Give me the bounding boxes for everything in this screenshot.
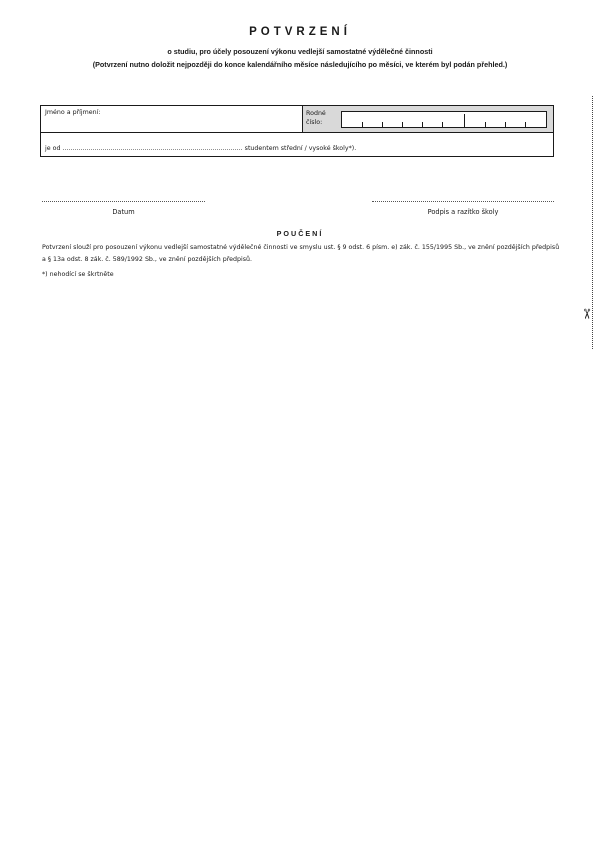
birth-number-cell bbox=[303, 106, 553, 132]
scissors-icon: ✂ bbox=[577, 308, 594, 320]
birth-number-label-line2: číslo: bbox=[306, 119, 323, 126]
document-subtitle: o studiu, pro účely posouzení výkonu vedlejší samostatné výdělečné činnosti bbox=[167, 47, 433, 56]
digit-divider bbox=[362, 122, 363, 127]
name-field[interactable] bbox=[41, 106, 303, 132]
study-prefix: je od bbox=[45, 145, 61, 152]
name-label: Jméno a příjmení: bbox=[45, 109, 101, 116]
signature-line[interactable] bbox=[372, 201, 554, 202]
form-row-identity bbox=[41, 106, 553, 133]
digit-divider bbox=[525, 122, 526, 127]
study-statement bbox=[45, 145, 356, 152]
study-suffix: studentem střední / vysoké školy*). bbox=[244, 145, 357, 152]
instructions-text: Potvrzení slouží pro posouzení výkonu vedlejší samostatné výdělečné činnosti ve smyslu ust. § 9 odst. 6 písm. e) zák. č. 155/1995 Sb., ve znění pozdějších předpisů a § 13a odst. 8 zák. č. 589/1992 Sb., ve znění pozdějších předpisů. bbox=[42, 244, 560, 263]
form-row-study bbox=[41, 133, 553, 156]
footnote: *) nehodící se škrtněte bbox=[42, 271, 114, 278]
document-title: POTVRZENÍ bbox=[249, 26, 351, 38]
study-date-field[interactable]: .......................................................................................... bbox=[62, 145, 243, 152]
date-label: Datum bbox=[112, 208, 135, 216]
signature-label: Podpis a razítko školy bbox=[427, 208, 499, 216]
document-deadline-note: (Potvrzení nutno doložit nejpozději do konce kalendářního měsíce následujícího po měsíci, ve kterém byl podán přehled.) bbox=[92, 60, 508, 69]
birth-number-separator bbox=[464, 114, 465, 127]
date-line[interactable] bbox=[42, 201, 205, 202]
digit-divider bbox=[402, 122, 403, 127]
instructions-heading: POUČENÍ bbox=[276, 229, 324, 238]
digit-divider bbox=[382, 122, 383, 127]
student-form bbox=[40, 105, 554, 157]
digit-divider bbox=[485, 122, 486, 127]
digit-divider bbox=[422, 122, 423, 127]
digit-divider bbox=[442, 122, 443, 127]
birth-number-label: Rodné bbox=[306, 110, 326, 117]
digit-divider bbox=[505, 122, 506, 127]
birth-number-field[interactable] bbox=[341, 111, 547, 128]
